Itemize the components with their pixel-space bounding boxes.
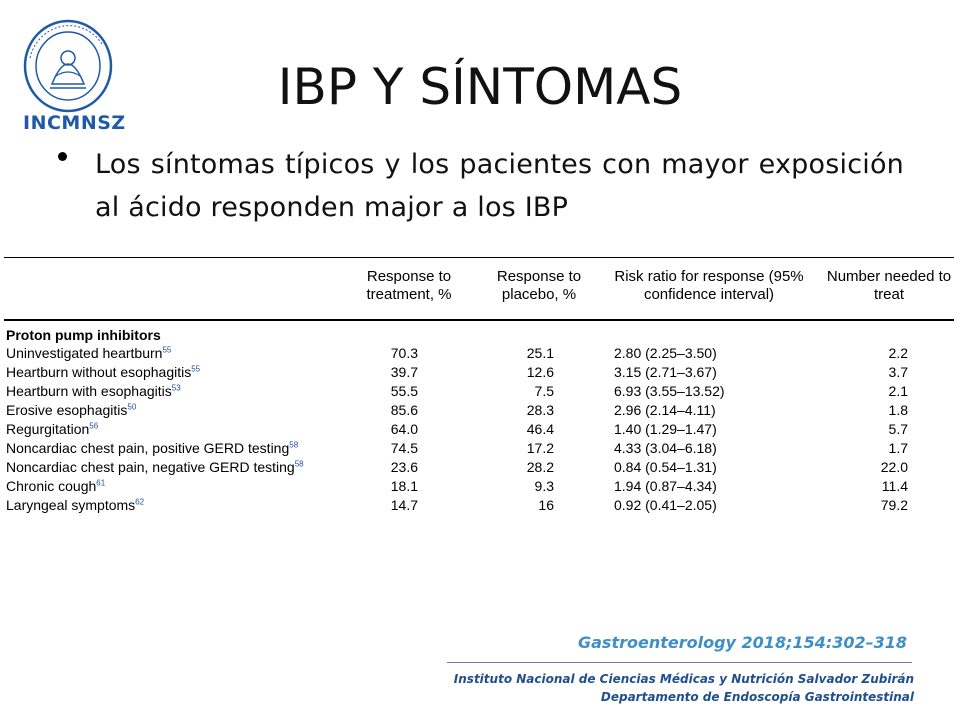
- header-placebo: Response to placebo, %: [496, 268, 582, 303]
- slide-title: IBP Y SÍNTOMAS: [277, 58, 683, 116]
- results-table: [4, 257, 954, 515]
- cell-placebo-text: 16: [538, 497, 554, 513]
- table-row: [4, 382, 954, 401]
- reference-superscript: 61: [96, 478, 106, 488]
- group-label: Proton pump inhibitors: [6, 327, 161, 343]
- row-label-text: Heartburn with esophagitis: [6, 383, 172, 399]
- cell-risk-ratio-text: 2.80 (2.25–3.50): [614, 345, 717, 361]
- cell-risk-ratio-text: 6.93 (3.55–13.52): [614, 383, 725, 399]
- cell-treatment-text: 70.3: [390, 345, 418, 361]
- row-label-text: Chronic cough: [6, 478, 97, 494]
- reference-superscript: 62: [135, 497, 145, 507]
- cell-placebo: [494, 402, 554, 418]
- cell-risk-ratio-text: 4.33 (3.04–6.18): [614, 440, 717, 456]
- table-row: [4, 439, 954, 458]
- cell-nnt: [854, 364, 908, 380]
- table-row: [4, 458, 954, 477]
- cell-nnt: [854, 345, 908, 361]
- table-row: [4, 401, 954, 420]
- row-label: [6, 383, 181, 399]
- cell-placebo-text: 17.2: [526, 440, 554, 456]
- cell-placebo: [494, 421, 554, 437]
- row-label-text: Noncardiac chest pain, negative GERD testing: [6, 459, 295, 475]
- bullet-dot-icon: [58, 152, 67, 161]
- footer-institution: Instituto Nacional de Ciencias Médicas y Nutrición Salvador Zubirán: [453, 672, 914, 686]
- cell-risk-ratio-text: 2.96 (2.14–4.11): [614, 402, 716, 418]
- row-label: [6, 421, 98, 437]
- table-row: [4, 496, 954, 515]
- cell-treatment-text: 14.7: [390, 497, 418, 513]
- header-treatment: Response to treatment, %: [366, 268, 452, 303]
- row-label: [6, 364, 200, 380]
- cell-treatment: [364, 497, 418, 513]
- table-header-rule: [4, 319, 954, 321]
- cell-nnt-text: 79.2: [880, 497, 908, 513]
- cell-nnt-text: 1.7: [888, 440, 908, 456]
- cell-nnt-text: 3.7: [888, 364, 908, 380]
- row-label-text: Erosive esophagitis: [6, 402, 128, 418]
- cell-nnt: [854, 440, 908, 456]
- header-nnt: Number needed to treat: [826, 268, 952, 303]
- cell-treatment-text: 18.1: [390, 478, 418, 494]
- cell-placebo: [494, 364, 554, 380]
- cell-nnt: [854, 478, 908, 494]
- cell-placebo-text: 28.2: [526, 459, 554, 475]
- cell-nnt-text: 22.0: [880, 459, 908, 475]
- reference-superscript: 58: [289, 440, 299, 450]
- row-label: [6, 440, 298, 456]
- reference-superscript: 55: [162, 345, 172, 355]
- cell-nnt-text: 5.7: [888, 421, 908, 437]
- footer-divider: [447, 662, 912, 663]
- table-row: [4, 477, 954, 496]
- cell-treatment: [364, 383, 418, 399]
- cell-nnt: [854, 383, 908, 399]
- row-label-text: Uninvestigated heartburn: [6, 345, 163, 361]
- cell-risk-ratio-text: 0.84 (0.54–1.31): [614, 459, 717, 475]
- cell-nnt: [854, 459, 908, 475]
- header-risk-ratio: Risk ratio for response (95% confidence interval): [614, 268, 804, 303]
- cell-treatment-text: 55.5: [390, 383, 418, 399]
- cell-risk-ratio: [614, 459, 774, 475]
- row-label: [6, 402, 136, 418]
- cell-nnt-text: 1.8: [888, 402, 908, 418]
- cell-placebo: [494, 383, 554, 399]
- table-row: [4, 344, 954, 363]
- cell-placebo-text: 9.3: [534, 478, 554, 494]
- cell-treatment: [364, 440, 418, 456]
- cell-risk-ratio: [614, 421, 774, 437]
- reference-superscript: 56: [89, 421, 99, 431]
- cell-placebo: [494, 440, 554, 456]
- cell-risk-ratio: [614, 440, 774, 456]
- cell-treatment: [364, 459, 418, 475]
- reference-superscript: 53: [171, 383, 181, 393]
- cell-placebo: [494, 345, 554, 361]
- row-label-text: Heartburn without esophagitis: [6, 364, 192, 380]
- table-body: [4, 344, 954, 515]
- cell-treatment: [364, 402, 418, 418]
- cell-placebo-text: 46.4: [526, 421, 554, 437]
- cell-treatment-text: 74.5: [390, 440, 418, 456]
- table-header: [4, 258, 954, 316]
- cell-risk-ratio-text: 0.92 (0.41–2.05): [614, 497, 717, 513]
- logo-wordmark: INCMNSZ: [23, 112, 126, 134]
- cell-risk-ratio: [614, 497, 774, 513]
- row-label: [6, 497, 144, 513]
- row-label-text: Noncardiac chest pain, positive GERD testing: [6, 440, 290, 456]
- cell-risk-ratio-text: 1.94 (0.87–4.34): [614, 478, 717, 494]
- footer-department: Departamento de Endoscopía Gastrointestinal: [600, 690, 914, 704]
- cell-risk-ratio-text: 3.15 (2.71–3.67): [614, 364, 717, 380]
- cell-risk-ratio-text: 1.40 (1.29–1.47): [614, 421, 717, 437]
- cell-nnt-text: 11.4: [881, 478, 908, 494]
- cell-treatment-text: 85.6: [390, 402, 418, 418]
- reference-superscript: 55: [191, 364, 201, 374]
- cell-treatment: [364, 478, 418, 494]
- cell-placebo-text: 28.3: [526, 402, 554, 418]
- footer: [454, 670, 914, 706]
- cell-nnt: [854, 497, 908, 513]
- cell-nnt: [854, 402, 908, 418]
- bullet-item: [58, 143, 904, 229]
- cell-treatment-text: 23.6: [390, 459, 418, 475]
- table-row: [4, 363, 954, 382]
- cell-treatment: [364, 364, 418, 380]
- row-label-text: Laryngeal symptoms: [6, 497, 136, 513]
- cell-risk-ratio: [614, 478, 774, 494]
- cell-placebo-text: 25.1: [526, 345, 554, 361]
- cell-risk-ratio: [614, 383, 774, 399]
- row-label: [6, 478, 105, 494]
- cell-treatment: [364, 345, 418, 361]
- reference-superscript: 58: [294, 459, 304, 469]
- cell-treatment-text: 39.7: [390, 364, 418, 380]
- cell-placebo-text: 7.5: [534, 383, 554, 399]
- cell-risk-ratio: [614, 345, 774, 361]
- row-label: [6, 459, 304, 475]
- cell-treatment: [364, 421, 418, 437]
- cell-nnt-text: 2.2: [888, 345, 908, 361]
- cell-risk-ratio: [614, 364, 774, 380]
- citation: Gastroenterology 2018;154:302–318: [578, 633, 908, 652]
- row-label: [6, 345, 171, 361]
- cell-treatment-text: 64.0: [390, 421, 418, 437]
- row-label-text: Regurgitation: [6, 421, 90, 437]
- cell-placebo-text: 12.6: [526, 364, 554, 380]
- reference-superscript: 50: [127, 402, 137, 412]
- cell-nnt-text: 2.1: [888, 383, 908, 399]
- cell-placebo: [494, 478, 554, 494]
- cell-placebo: [494, 459, 554, 475]
- table-row: [4, 420, 954, 439]
- cell-nnt: [854, 421, 908, 437]
- cell-risk-ratio: [614, 402, 774, 418]
- bullet-text: Los síntomas típicos y los pacientes con mayor exposición al ácido responden major a los IBP: [95, 149, 904, 223]
- cell-placebo: [494, 497, 554, 513]
